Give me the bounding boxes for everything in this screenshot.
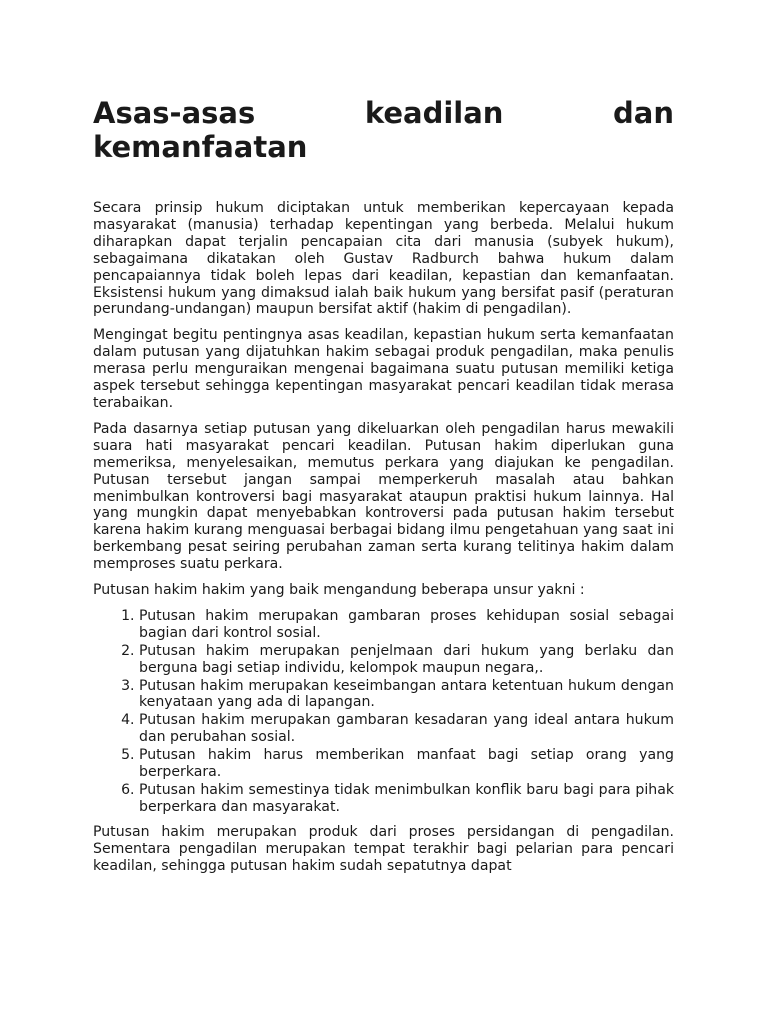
paragraph-closing: Putusan hakim merupakan produk dari proses persidangan di pengadilan. Sementara pengadilan merupakan tempat terakhir bagi pelarian para pencari keadilan, sehingga putusan hakim sudah sepatutnya dapat: [93, 823, 674, 874]
paragraph-list-intro: Putusan hakim hakim yang baik mengandung beberapa unsur yakni :: [93, 582, 585, 599]
document-title-line-1: Asas-asas keadilan dan: [93, 96, 674, 130]
list-item: 6. Putusan hakim semestinya tidak menimbulkan konflik baru bagi para pihak berperkara dan masyarakat.: [139, 782, 674, 816]
document-title: [93, 96, 674, 164]
document-title-line-2: kemanfaatan: [93, 130, 308, 164]
list-item: 2. Putusan hakim merupakan penjelmaan dari hukum yang berlaku dan berguna bagi setiap individu, kelompok maupun negara,.: [139, 643, 674, 677]
paragraph-importance: Mengingat begitu pentingnya asas keadilan, kepastian hukum serta kemanfaatan dalam putusan yang dijatuhkan hakim sebagai produk pengadilan, maka penulis merasa perlu menguraikan mengenai bagaimana suatu putusan memiliki ketiga aspek tersebut sehingga kepentingan masyarakat pencari keadilan tidak merasa terabaikan.: [93, 327, 674, 411]
list-item: 5. Putusan hakim harus memberikan manfaat bagi setiap orang yang berperkara.: [139, 747, 674, 781]
document-page: [93, 96, 674, 884]
list-item: 1. Putusan hakim merupakan gambaran proses kehidupan sosial sebagai bagian dari kontrol sosial.: [139, 608, 674, 642]
list-item: 4. Putusan hakim merupakan gambaran kesadaran yang ideal antara hukum dan perubahan sosial.: [139, 712, 674, 746]
list-item: 3. Putusan hakim merupakan keseimbangan antara ketentuan hukum dengan kenyataan yang ada di lapangan.: [139, 678, 674, 712]
paragraph-intro: Secara prinsip hukum diciptakan untuk memberikan kepercayaan kepada masyarakat (manusia) terhadap kepentingan yang berbeda. Melalui hukum diharapkan dapat terjalin pencapaian cita dari manusia (subyek hukum), sebagaimana dikatakan oleh Gustav Radburch bahwa hukum dalam pencapaiannya tidak boleh lepas dari keadilan, kepastian dan kemanfaatan. Eksistensi hukum yang dimaksud ialah baik hukum yang bersifat pasif (peraturan perundang-undangan) maupun bersifat aktif (hakim di pengadilan).: [93, 200, 674, 318]
elements-list: [93, 608, 674, 816]
paragraph-basis: Pada dasarnya setiap putusan yang dikeluarkan oleh pengadilan harus mewakili suara hati masyarakat pencari keadilan. Putusan hakim diperlukan guna memeriksa, menyelesaikan, memutus perkara yang diajukan ke pengadilan. Putusan tersebut jangan sampai memperkeruh masalah atau bahkan menimbulkan kontroversi bagi masyarakat ataupun praktisi hukum lainnya. Hal yang mungkin dapat menyebabkan kontroversi pada putusan hakim tersebut karena hakim kurang menguasai berbagai bidang ilmu pengetahuan yang saat ini berkembang pesat seiring perubahan zaman serta kurang telitinya hakim dalam memproses suatu perkara.: [93, 420, 674, 573]
